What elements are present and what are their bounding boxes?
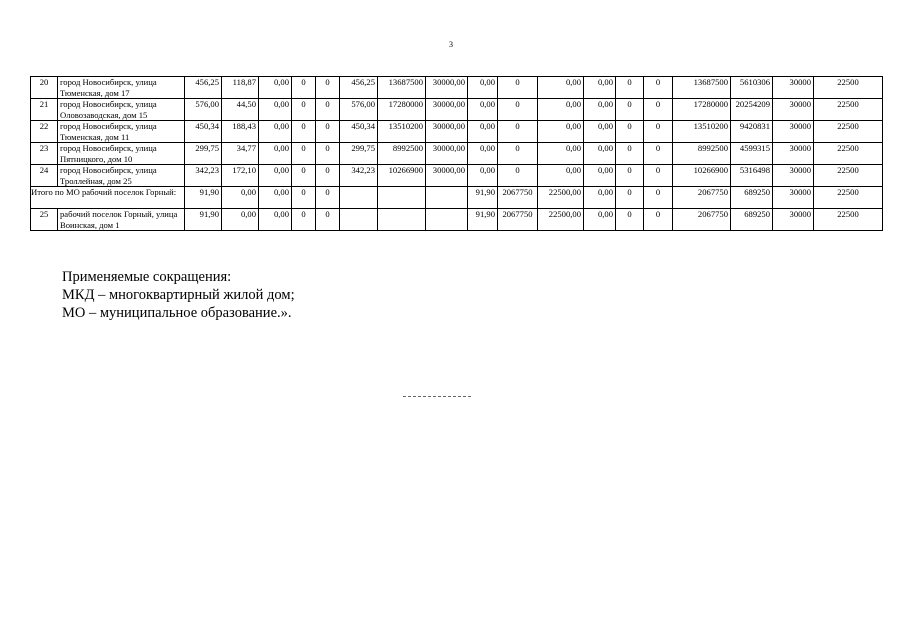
table-cell: 0 bbox=[616, 77, 644, 99]
table-cell bbox=[426, 187, 468, 209]
table-cell: 30000 bbox=[773, 121, 814, 143]
table-cell: 20254209 bbox=[731, 99, 773, 121]
row-address: город Новосибирск, улица Троллейная, дом 25 bbox=[58, 165, 185, 187]
table-cell: 9420831 bbox=[731, 121, 773, 143]
table-cell: 0,00 bbox=[584, 77, 616, 99]
table-cell: 2067750 bbox=[673, 187, 731, 209]
table-cell bbox=[426, 209, 468, 231]
table-cell: 0,00 bbox=[259, 99, 292, 121]
table-row bbox=[31, 209, 883, 231]
table-cell: 0 bbox=[498, 165, 538, 187]
table-cell: 17280000 bbox=[378, 99, 426, 121]
table-cell: 0,00 bbox=[584, 99, 616, 121]
table-row bbox=[31, 121, 883, 143]
table-cell: 10266900 bbox=[378, 165, 426, 187]
table-cell: 450,34 bbox=[340, 121, 378, 143]
table-cell: 22500 bbox=[814, 77, 883, 99]
table-cell: 0,00 bbox=[259, 165, 292, 187]
table-cell: 22500,00 bbox=[538, 209, 584, 231]
table-cell: 0 bbox=[616, 143, 644, 165]
table-cell: 0 bbox=[316, 99, 340, 121]
table-cell: 0 bbox=[498, 99, 538, 121]
table-cell: 0 bbox=[644, 209, 673, 231]
table-cell: 13687500 bbox=[673, 77, 731, 99]
table-cell: 30000 bbox=[773, 143, 814, 165]
table-cell: 0,00 bbox=[468, 77, 498, 99]
table-cell: 689250 bbox=[731, 187, 773, 209]
row-number: 25 bbox=[31, 209, 58, 231]
table-cell: 22500 bbox=[814, 187, 883, 209]
table-cell: 0,00 bbox=[259, 187, 292, 209]
table-cell: 30000 bbox=[773, 187, 814, 209]
table-cell: 22500,00 bbox=[538, 187, 584, 209]
table-cell: 0,00 bbox=[538, 143, 584, 165]
table-cell: 172,10 bbox=[222, 165, 259, 187]
table-cell: 30000,00 bbox=[426, 77, 468, 99]
table-cell: 0 bbox=[498, 77, 538, 99]
notes-line-mo: МО – муниципальное образование.». bbox=[62, 305, 292, 321]
table-cell: 30000 bbox=[773, 99, 814, 121]
table-cell: 8992500 bbox=[673, 143, 731, 165]
table-cell: 0 bbox=[316, 209, 340, 231]
page-number: 3 bbox=[449, 40, 453, 49]
table-cell: 0 bbox=[316, 165, 340, 187]
table-cell: 17280000 bbox=[673, 99, 731, 121]
table-cell: 44,50 bbox=[222, 99, 259, 121]
table-cell: 13687500 bbox=[378, 77, 426, 99]
row-address: город Новосибирск, улица Оловозаводская, дом 15 bbox=[58, 99, 185, 121]
table-cell: 299,75 bbox=[340, 143, 378, 165]
table-cell: 689250 bbox=[731, 209, 773, 231]
summary-label: Итого по МО рабочий поселок Горный: bbox=[31, 187, 185, 209]
table-cell: 30000,00 bbox=[426, 143, 468, 165]
table-cell: 0,00 bbox=[468, 143, 498, 165]
table-cell bbox=[378, 209, 426, 231]
table-cell: 0 bbox=[498, 121, 538, 143]
table-cell: 576,00 bbox=[185, 99, 222, 121]
table-cell: 0 bbox=[644, 77, 673, 99]
table-cell: 4599315 bbox=[731, 143, 773, 165]
table-cell bbox=[340, 209, 378, 231]
table-cell: 0 bbox=[316, 77, 340, 99]
table-cell: 0,00 bbox=[538, 77, 584, 99]
table-cell: 91,90 bbox=[468, 187, 498, 209]
table-cell: 30000,00 bbox=[426, 99, 468, 121]
table-cell: 118,87 bbox=[222, 77, 259, 99]
table-cell: 0 bbox=[644, 99, 673, 121]
table-cell: 0,00 bbox=[584, 143, 616, 165]
table-cell: 456,25 bbox=[185, 77, 222, 99]
table-row bbox=[31, 143, 883, 165]
table-cell: 0,00 bbox=[538, 165, 584, 187]
table-cell: 2067750 bbox=[498, 187, 538, 209]
table-cell: 0 bbox=[644, 165, 673, 187]
table-row bbox=[31, 99, 883, 121]
table-cell bbox=[378, 187, 426, 209]
table-cell: 0 bbox=[292, 121, 316, 143]
table-cell: 0 bbox=[616, 187, 644, 209]
row-number: 23 bbox=[31, 143, 58, 165]
abbreviations-note bbox=[62, 268, 295, 322]
notes-line-mkd: МКД – многоквартирный жилой дом; bbox=[62, 287, 295, 303]
table-cell: 22500 bbox=[814, 99, 883, 121]
table-cell bbox=[340, 187, 378, 209]
table-cell: 299,75 bbox=[185, 143, 222, 165]
table-cell: 0,00 bbox=[259, 143, 292, 165]
table-cell: 0 bbox=[644, 143, 673, 165]
table-cell: 188,43 bbox=[222, 121, 259, 143]
table-cell: 0 bbox=[644, 121, 673, 143]
table-cell: 30000 bbox=[773, 77, 814, 99]
table-cell: 0,00 bbox=[259, 209, 292, 231]
table-cell: 0 bbox=[292, 209, 316, 231]
table-cell: 0,00 bbox=[468, 99, 498, 121]
table-cell: 0 bbox=[616, 121, 644, 143]
table-cell: 0 bbox=[616, 209, 644, 231]
table-cell: 0 bbox=[292, 143, 316, 165]
table-cell: 22500 bbox=[814, 121, 883, 143]
table-cell: 0,00 bbox=[584, 121, 616, 143]
row-address: город Новосибирск, улица Тюменская, дом 17 bbox=[58, 77, 185, 99]
table-cell: 0,00 bbox=[259, 121, 292, 143]
row-address: рабочий поселок Горный, улица Воинская, дом 1 bbox=[58, 209, 185, 231]
table-cell: 30000,00 bbox=[426, 165, 468, 187]
table-cell: 22500 bbox=[814, 209, 883, 231]
table-cell: 0 bbox=[316, 143, 340, 165]
table-cell: 2067750 bbox=[673, 209, 731, 231]
table-row bbox=[31, 77, 883, 99]
row-number: 22 bbox=[31, 121, 58, 143]
table-cell: 0,00 bbox=[584, 165, 616, 187]
table-cell: 0 bbox=[292, 77, 316, 99]
table-cell: 30000 bbox=[773, 165, 814, 187]
table-cell: 13510200 bbox=[378, 121, 426, 143]
table-cell: 0,00 bbox=[222, 209, 259, 231]
table-cell: 34,77 bbox=[222, 143, 259, 165]
housing-table bbox=[30, 76, 883, 231]
table-cell: 0 bbox=[616, 165, 644, 187]
table-cell: 450,34 bbox=[185, 121, 222, 143]
table-cell: 0 bbox=[292, 165, 316, 187]
table-cell: 342,23 bbox=[340, 165, 378, 187]
table-cell: 91,90 bbox=[468, 209, 498, 231]
table-cell: 10266900 bbox=[673, 165, 731, 187]
table-cell: 0 bbox=[316, 187, 340, 209]
row-number: 24 bbox=[31, 165, 58, 187]
table-cell: 0 bbox=[292, 187, 316, 209]
row-number: 20 bbox=[31, 77, 58, 99]
table-cell: 2067750 bbox=[498, 209, 538, 231]
table-cell: 456,25 bbox=[340, 77, 378, 99]
table-cell: 13510200 bbox=[673, 121, 731, 143]
row-number: 21 bbox=[31, 99, 58, 121]
row-address: город Новосибирск, улица Тюменская, дом 11 bbox=[58, 121, 185, 143]
table-cell: 5610306 bbox=[731, 77, 773, 99]
table-cell: 0,00 bbox=[222, 187, 259, 209]
table-cell: 0 bbox=[292, 99, 316, 121]
table-cell: 0 bbox=[316, 121, 340, 143]
table-cell: 0 bbox=[644, 187, 673, 209]
table-row bbox=[31, 165, 883, 187]
table-cell: 22500 bbox=[814, 165, 883, 187]
table-cell: 91,90 bbox=[185, 187, 222, 209]
separator-line bbox=[403, 396, 471, 397]
table-cell: 0,00 bbox=[468, 165, 498, 187]
table-cell: 22500 bbox=[814, 143, 883, 165]
table-cell: 91,90 bbox=[185, 209, 222, 231]
table-cell: 0,00 bbox=[584, 187, 616, 209]
table-cell: 5316498 bbox=[731, 165, 773, 187]
table-cell: 30000,00 bbox=[426, 121, 468, 143]
table-cell: 0 bbox=[498, 143, 538, 165]
table-cell: 0,00 bbox=[584, 209, 616, 231]
table-cell: 342,23 bbox=[185, 165, 222, 187]
summary-row bbox=[31, 187, 883, 209]
table-cell: 0,00 bbox=[259, 77, 292, 99]
table-cell: 0 bbox=[616, 99, 644, 121]
table-cell: 8992500 bbox=[378, 143, 426, 165]
row-address: город Новосибирск, улица Пятницкого, дом 10 bbox=[58, 143, 185, 165]
table-cell: 30000 bbox=[773, 209, 814, 231]
table-cell: 0,00 bbox=[538, 121, 584, 143]
table-cell: 0,00 bbox=[538, 99, 584, 121]
table-cell: 0,00 bbox=[468, 121, 498, 143]
table-cell: 576,00 bbox=[340, 99, 378, 121]
notes-heading: Применяемые сокращения: bbox=[62, 269, 232, 285]
